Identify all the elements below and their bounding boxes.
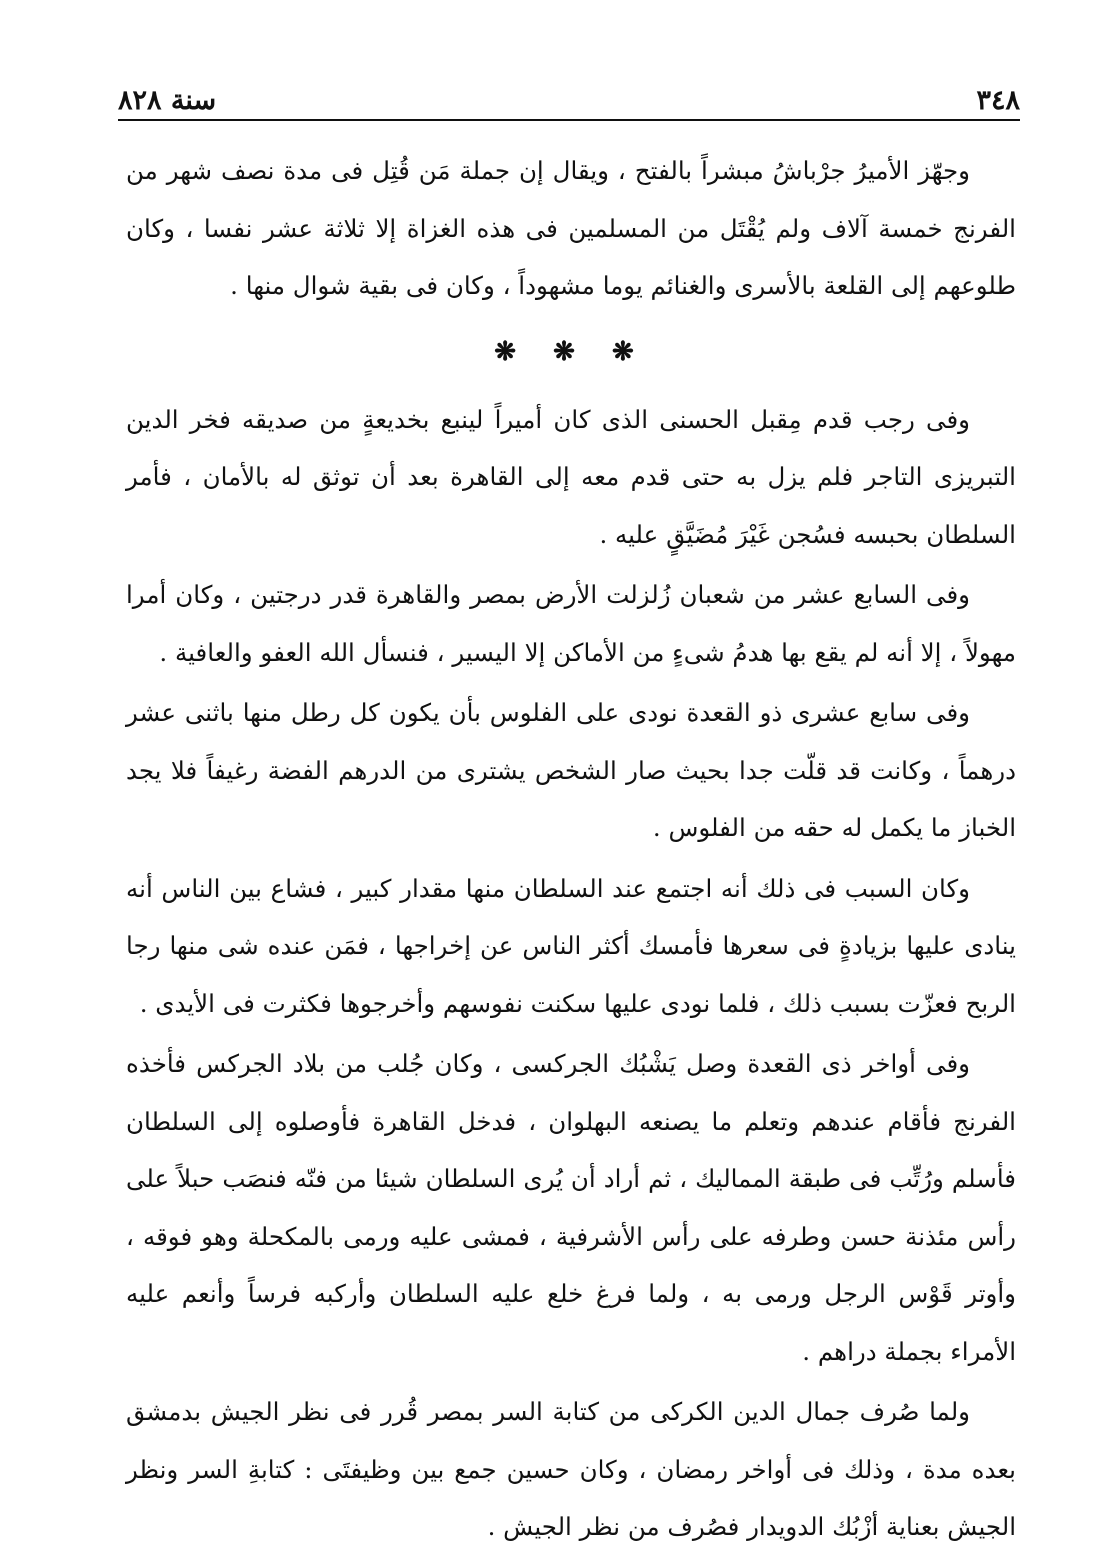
running-head (118, 72, 1020, 116)
paragraph-2: وفى رجب قدم مِقبل الحسنى الذى كان أميراً لينبع بخديعةٍ من صديقه فخر الدين التبريزى التاجر فلم يزل به حتى قدم معه إلى القاهرة بعد أن توثق له بالأمان ، فأمر السلطان بحبسه فسُجن غَيْرَ مُضَيَّقٍ عليه . (126, 404, 1016, 549)
body-text (126, 142, 1016, 1556)
section-divider: ❋ ❋ ❋ (494, 336, 648, 367)
page-number: ٣٤٨ (976, 85, 1020, 116)
paragraph-4: وفى سابع عشرى ذو القعدة نودى على الفلوس بأن يكون كل رطل منها باثنى عشر درهماً ، وكانت قد قلّت جدا بحيث صار الشخص يشترى من الدرهم الفضة رغيفاً فلا يجد الخباز ما يكمل له حقه من الفلوس . (126, 698, 1016, 842)
paragraph-3: وفى السابع عشر من شعبان زُلزلت الأرض بمصر والقاهرة قدر درجتين ، وكان أمرا مهولاً ، إلا أنه لم يقع بها هدمُ شىءٍ من الأماكن إلا اليسير ، فنسأل الله العفو والعافية . (126, 580, 1016, 667)
header-rule (118, 119, 1020, 121)
paragraph-1: وجهّز الأميرُ جرْباشُ مبشراً بالفتح ، ويقال إن جملة مَن قُتِل فى مدة نصف شهر من الفرنج خمسة آلاف ولم يُقْتَل من المسلمين فى هذه الغزاة إلا ثلاثة عشر نفسا ، وكان طلوعهم إلى القلعة بالأسرى والغنائم يوما مشهوداً ، وكان فى بقية شوال منها . (126, 156, 1016, 300)
paragraph-7: ولما صُرف جمال الدين الكركى من كتابة السر بمصر قُرر فى نظر الجيش بدمشق بعده مدة ، وذلك فى أواخر رمضان ، وكان حسين جمع بين وظيفتَى : كتابةِ السر ونظر الجيش بعناية أزْبُك الدويدار فصُرف من نظر الجيش . (126, 1397, 1016, 1541)
paragraph-6: وفى أواخر ذى القعدة وصل يَشْبُك الجركسى ، وكان جُلب من بلاد الجركس فأخذه الفرنج فأقام عندهم وتعلم ما يصنعه البهلوان ، فدخل القاهرة فأوصلوه إلى السلطان فأسلم ورُتِّب فى طبقة المماليك ، ثم أراد أن يُرى السلطان شيئا من فنّه فنصَب حبلاً على رأس مئذنة حسن وطرفه على رأس الأشرفية ، فمشى عليه ورمى بالمكحلة وهو فوقه ، وأوتر قَوْس الرجل ورمى به ، ولما فرغ خلع عليه السلطان وأركبه فرساً وأنعم عليه الأمراء بجملة دراهم . (126, 1049, 1016, 1366)
paragraph-5: وكان السبب فى ذلك أنه اجتمع عند السلطان منها مقدار كبير ، فشاع بين الناس أنه ينادى عليها بزيادةٍ فى سعرها فأمسك أكثر الناس عن إخراجها ، فمَن عنده شى منها رجا الربح فعزّت بسبب ذلك ، فلما نودى عليها سكنت نفوسهم وأخرجوها فكثرت فى الأيدى . (126, 873, 1016, 1018)
year-label: سنة ٨٢٨ (118, 85, 217, 116)
